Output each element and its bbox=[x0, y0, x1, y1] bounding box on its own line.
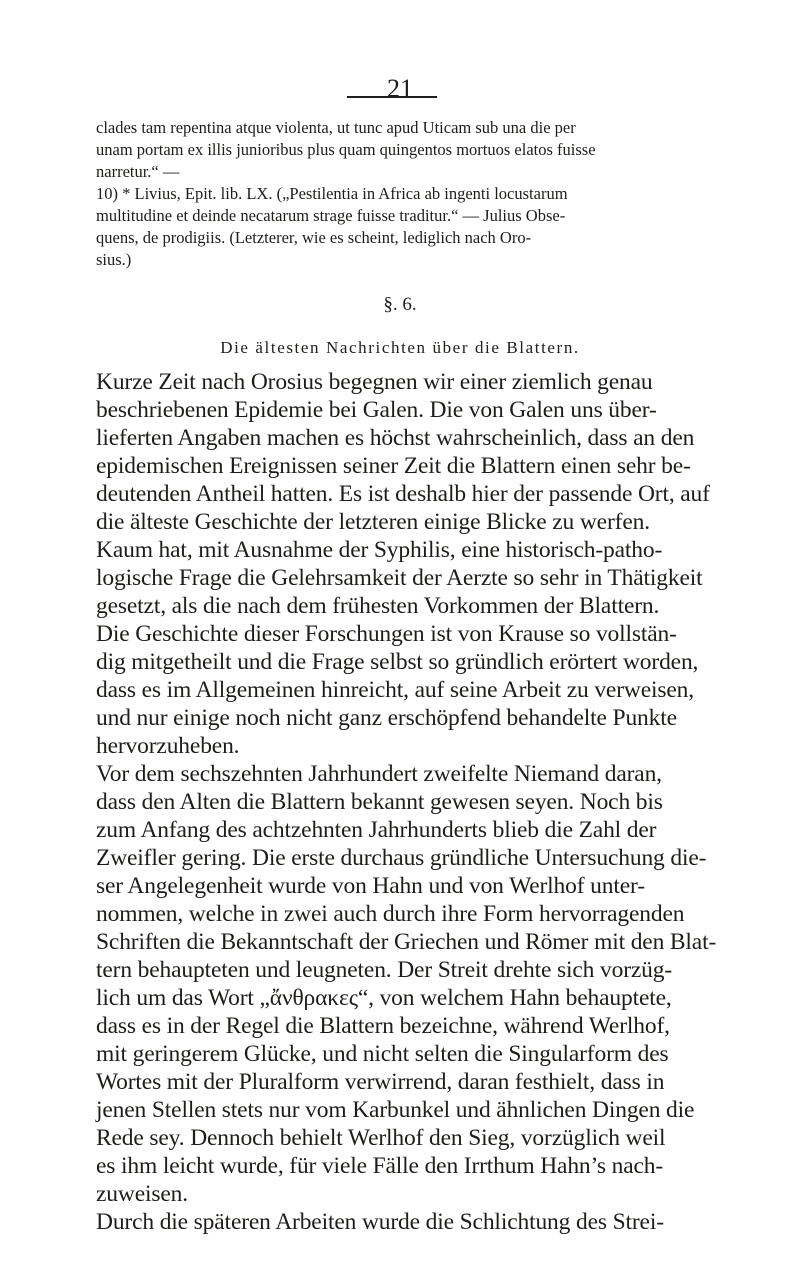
body-line: dass es in der Regel die Blattern bezeichne, während Werlhof, bbox=[96, 1013, 670, 1039]
body-line: ser Angelegenheit wurde von Hahn und von Werlhof unter- bbox=[96, 873, 645, 899]
body-line: lieferten Angaben machen es höchst wahrscheinlich, dass an den bbox=[96, 425, 695, 451]
body-line: Kurze Zeit nach Orosius begegnen wir einer ziemlich genau bbox=[96, 369, 653, 395]
body-line: Rede sey. Dennoch behielt Werlhof den Sieg, vorzüglich weil bbox=[96, 1125, 666, 1151]
body-line: jenen Stellen stets nur vom Karbunkel und ähnlichen Dingen die bbox=[96, 1097, 695, 1123]
body-line: Vor dem sechszehnten Jahrhundert zweifelte Niemand daran, bbox=[96, 761, 662, 787]
body-line: logische Frage die Gelehrsamkeit der Aerzte so sehr in Thätigkeit bbox=[96, 565, 703, 591]
body-line: deutenden Antheil hatten. Es ist deshalb hier der passende Ort, auf bbox=[96, 481, 710, 507]
body-line: tern behaupteten und leugneten. Der Streit drehte sich vorzüg- bbox=[96, 957, 673, 983]
footnote-line: 10) * Livius, Epit. lib. LX. („Pestilentia in Africa ab ingenti locustarum bbox=[96, 184, 568, 203]
body-line: dass es im Allgemeinen hinreicht, auf seine Arbeit zu verweisen, bbox=[96, 677, 694, 703]
body-line: dig mitgetheilt und die Frage selbst so gründlich erörtert worden, bbox=[96, 649, 699, 675]
footnote-line: unam portam ex illis junioribus plus quam quingentos mortuos elatos fuisse bbox=[96, 140, 596, 159]
body-line: beschriebenen Epidemie bei Galen. Die von Galen uns über- bbox=[96, 397, 657, 423]
body-line: hervorzuheben. bbox=[96, 733, 240, 759]
footnote-line: sius.) bbox=[96, 250, 132, 269]
body-line: Wortes mit der Pluralform verwirrend, daran festhielt, dass in bbox=[96, 1069, 665, 1095]
footnote-line: multitudine et deinde necatarum strage fuisse traditur.“ — Julius Obse- bbox=[96, 206, 566, 225]
page-number: 21 bbox=[387, 74, 413, 103]
body-line: Schriften die Bekanntschaft der Griechen und Römer mit den Blat- bbox=[96, 929, 717, 955]
body-line: Durch die späteren Arbeiten wurde die Schlichtung des Strei- bbox=[96, 1209, 664, 1235]
body-line: zuweisen. bbox=[96, 1181, 188, 1207]
body-line: lich um das Wort „ἄνθρακες“, von welchem Hahn behauptete, bbox=[96, 985, 672, 1011]
body-line: und nur einige noch nicht ganz erschöpfend behandelte Punkte bbox=[96, 705, 677, 731]
body-line: es ihm leicht wurde, für viele Fälle den Irrthum Hahn’s nach- bbox=[96, 1153, 664, 1179]
body-line: gesetzt, als die nach dem frühesten Vorkommen der Blattern. bbox=[96, 593, 660, 619]
body-line: mit geringerem Glücke, und nicht selten die Singularform des bbox=[96, 1041, 669, 1067]
header-rule bbox=[347, 96, 437, 98]
body-line: epidemischen Ereignissen seiner Zeit die Blattern einen sehr be- bbox=[96, 453, 691, 479]
body-line: Die Geschichte dieser Forschungen ist von Krause so vollstän- bbox=[96, 621, 677, 647]
body-line: Zweifler gering. Die erste durchaus gründliche Untersuchung die- bbox=[96, 845, 707, 871]
section-mark: §. 6. bbox=[383, 294, 417, 315]
body-line: Kaum hat, mit Ausnahme der Syphilis, eine historisch-patho- bbox=[96, 537, 663, 563]
body-line: nommen, welche in zwei auch durch ihre Form hervorragenden bbox=[96, 901, 685, 927]
section-title: Die ältesten Nachrichten über die Blattern. bbox=[220, 338, 580, 357]
footnote-line: narretur.“ — bbox=[96, 162, 180, 181]
footnote-line: quens, de prodigiis. (Letzterer, wie es scheint, lediglich nach Oro- bbox=[96, 228, 532, 247]
body-line: zum Anfang des achtzehnten Jahrhunderts blieb die Zahl der bbox=[96, 817, 657, 843]
body-line: dass den Alten die Blattern bekannt gewesen seyen. Noch bis bbox=[96, 789, 663, 815]
body-line: die älteste Geschichte der letzteren einige Blicke zu werfen. bbox=[96, 509, 650, 535]
footnote-line: clades tam repentina atque violenta, ut tunc apud Uticam sub una die per bbox=[96, 118, 576, 137]
